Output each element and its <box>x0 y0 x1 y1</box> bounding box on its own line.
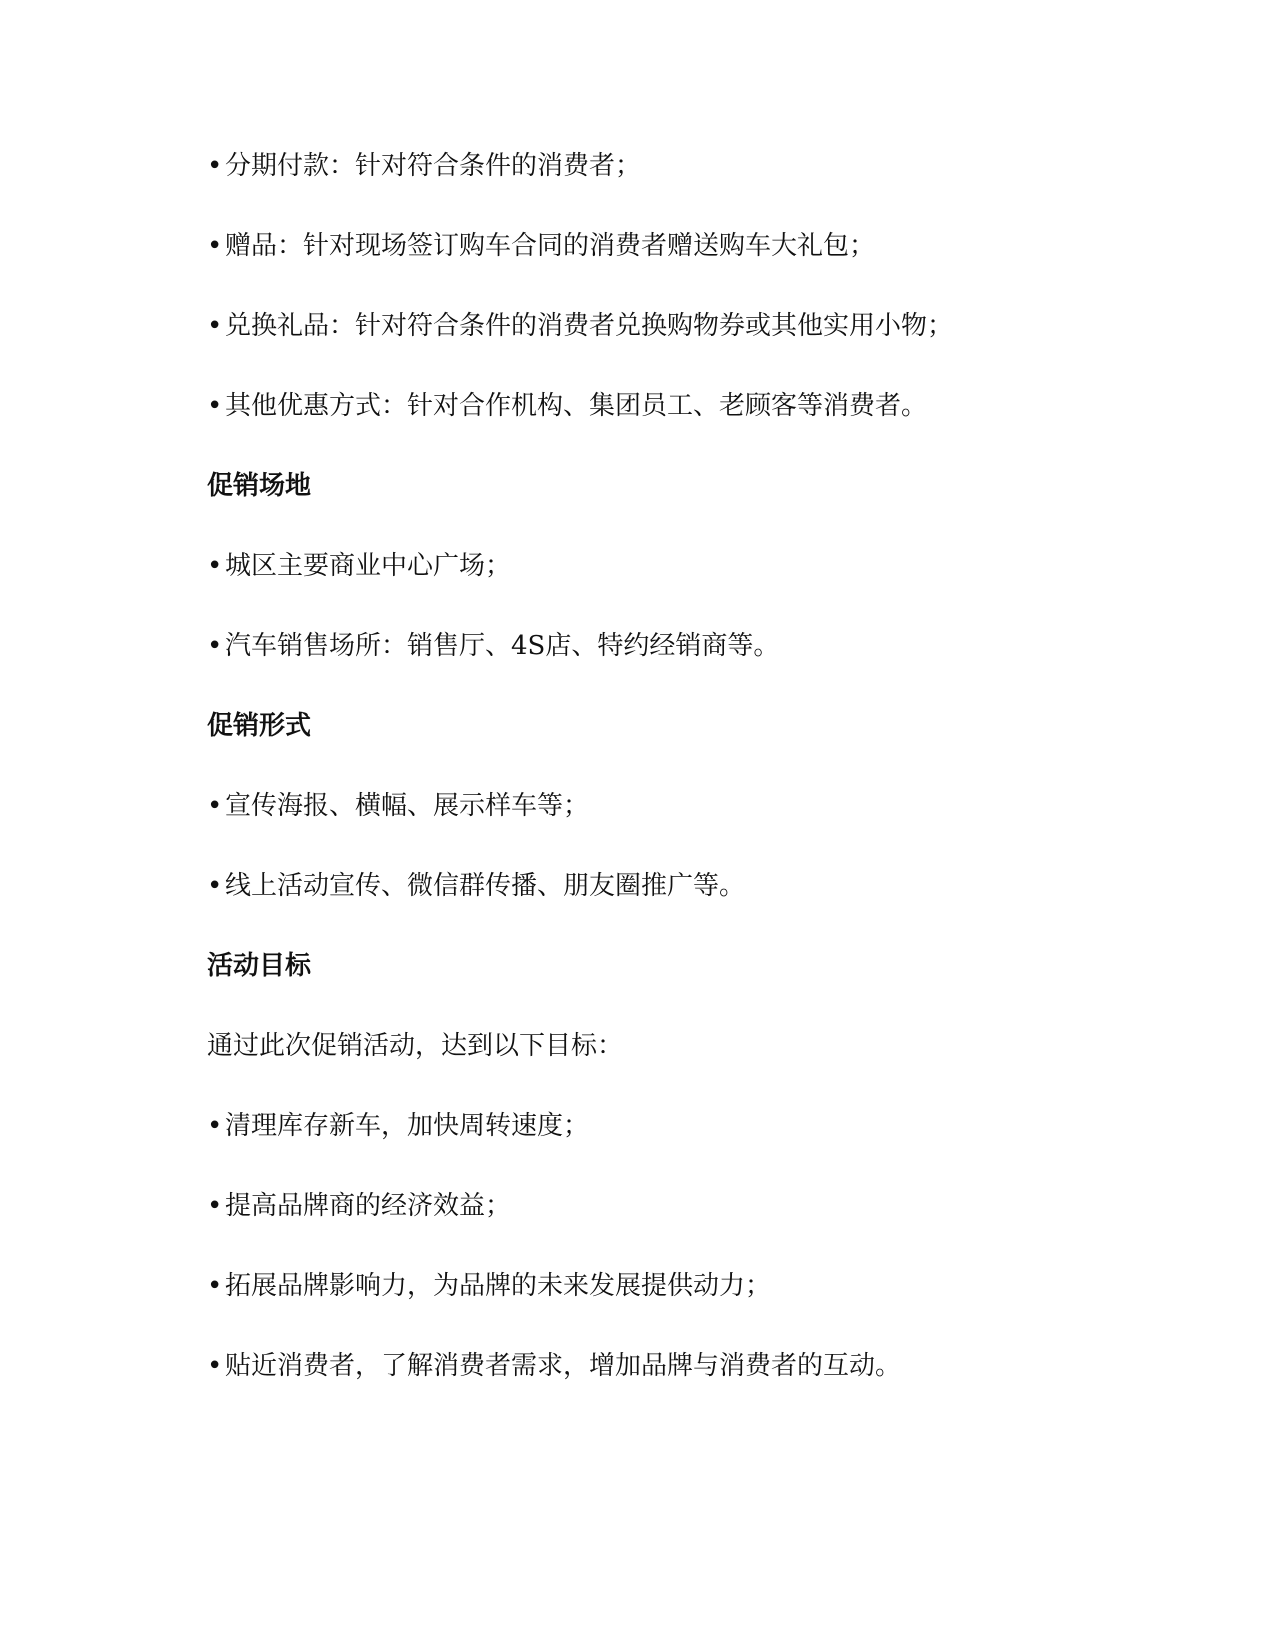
paragraph-goals-intro: 通过此次促销活动，达到以下目标： <box>207 1031 624 1061</box>
list-item-gift <box>207 232 1107 312</box>
list-item-text: 兑换礼品：针对符合条件的消费者兑换购物券或其他实用小物； <box>225 311 954 341</box>
bullet-marker: • <box>207 1191 223 1221</box>
list-item-posters <box>207 792 1107 872</box>
list-item-text: 汽车销售场所：销售厅、4S店、特约经销商等。 <box>225 631 780 661</box>
list-item-installment <box>207 152 1107 232</box>
bullet-marker: • <box>207 391 223 421</box>
list-item-benefits <box>207 1192 1107 1272</box>
bullet-marker: • <box>207 631 223 661</box>
list-item-online <box>207 872 1107 952</box>
list-item-text: 拓展品牌影响力，为品牌的未来发展提供动力； <box>225 1271 772 1301</box>
list-item-text: 宣传海报、横幅、展示样车等； <box>225 791 590 821</box>
list-item-interaction <box>207 1352 1107 1432</box>
list-item-plaza <box>207 552 1107 632</box>
list-item-dealership <box>207 632 1107 712</box>
list-item-text: 赠品：针对现场签订购车合同的消费者赠送购车大礼包； <box>225 231 876 261</box>
list-item-text: 城区主要商业中心广场； <box>225 551 512 581</box>
bullet-marker: • <box>207 871 223 901</box>
bullet-marker: • <box>207 151 223 181</box>
list-item-text: 清理库存新车，加快周转速度； <box>225 1111 590 1141</box>
list-item-text: 分期付款：针对符合条件的消费者； <box>225 151 642 181</box>
list-item-influence <box>207 1272 1107 1352</box>
bullet-marker: • <box>207 1271 223 1301</box>
list-item-text: 线上活动宣传、微信群传播、朋友圈推广等。 <box>225 871 746 901</box>
bullet-marker: • <box>207 311 223 341</box>
list-item-other-discounts <box>207 392 1107 472</box>
section-heading-goals: 活动目标 <box>207 951 312 981</box>
section-heading-format: 促销形式 <box>207 711 312 741</box>
list-item-text: 贴近消费者，了解消费者需求，增加品牌与消费者的互动。 <box>225 1351 902 1381</box>
list-item-inventory <box>207 1112 1107 1192</box>
document-content <box>207 152 1107 1432</box>
bullet-marker: • <box>207 231 223 261</box>
section-heading-venue: 促销场地 <box>207 471 312 501</box>
bullet-marker: • <box>207 791 223 821</box>
bullet-marker: • <box>207 1111 223 1141</box>
list-item-text: 其他优惠方式：针对合作机构、集团员工、老顾客等消费者。 <box>225 391 928 421</box>
list-item-text: 提高品牌商的经济效益； <box>225 1191 512 1221</box>
list-item-exchange-gift <box>207 312 1107 392</box>
bullet-marker: • <box>207 1351 223 1381</box>
bullet-marker: • <box>207 551 223 581</box>
